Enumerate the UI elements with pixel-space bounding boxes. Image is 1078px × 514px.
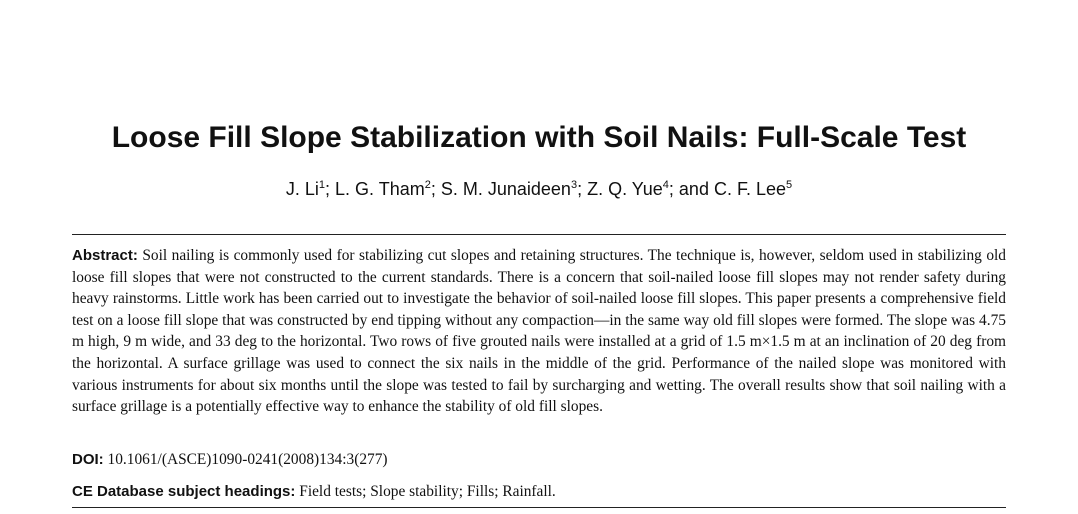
- doi-label: DOI:: [72, 451, 104, 468]
- subject-headings-value: Field tests; Slope stability; Fills; Rainfall.: [299, 483, 556, 500]
- author-affiliation-mark: 4: [662, 179, 669, 191]
- author-affiliation-mark: 5: [786, 179, 793, 191]
- author-affiliation-mark: 3: [570, 179, 578, 191]
- abstract-label: Abstract:: [72, 247, 138, 264]
- doi-value: 10.1061/(ASCE)1090-0241(2008)134:3(277): [107, 451, 388, 468]
- author-separator: ; and: [668, 179, 714, 199]
- bottom-divider: [72, 507, 1006, 508]
- author-name: Z. Q. Yue: [587, 179, 663, 199]
- author-name: J. Li: [285, 179, 319, 199]
- author-separator: ;: [325, 179, 336, 199]
- author-affiliation-mark: 2: [424, 179, 431, 191]
- author-name: L. G. Tham: [335, 179, 425, 199]
- top-divider: [72, 234, 1006, 235]
- author-separator: ;: [577, 179, 588, 199]
- doi-line: [72, 449, 1006, 470]
- author-name: C. F. Lee: [713, 179, 787, 199]
- subject-headings-line: [72, 481, 1006, 502]
- abstract-text: Soil nailing is commonly used for stabilizing cut slopes and retaining structures. The technique is, however, seldom used in stabilizing old loose fill slopes that were not constructed to the current standards. There is a concern that soil-nailed loose fill slopes may not render safety during heavy rainstorms. Little work has been carried out to investigate the behavior of soil-nailed loose fill slopes. This paper presents a comprehensive field test on a loose fill slope that was constructed by end tipping without any compaction—in the same way old fill slopes were formed. The slope was 4.75 m high, 9 m wide, and 33 deg to the horizontal. Two rows of five grouted nails were installed at a grid of 1.5 m×1.5 m at an inclination of 20 deg from the horizontal. A surface grillage was used to connect the six nails in the middle of the grid. Performance of the nailed slope was monitored with various instruments for about six months until the slope was tested to fail by surcharging and wetting. The overall results show that soil nailing with a surface grillage is a potentially effective way to enhance the stability of old fill slopes.: [72, 247, 1006, 416]
- author-separator: ;: [430, 179, 441, 199]
- abstract-block: [72, 245, 1006, 418]
- paper-title: Loose Fill Slope Stabilization with Soil Nails: Full-Scale Test: [111, 121, 967, 154]
- subject-headings-label: CE Database subject headings:: [72, 483, 296, 500]
- author-list: [0, 177, 1078, 201]
- author-affiliation-mark: 1: [318, 179, 325, 191]
- author-name: S. M. Junaideen: [440, 179, 571, 199]
